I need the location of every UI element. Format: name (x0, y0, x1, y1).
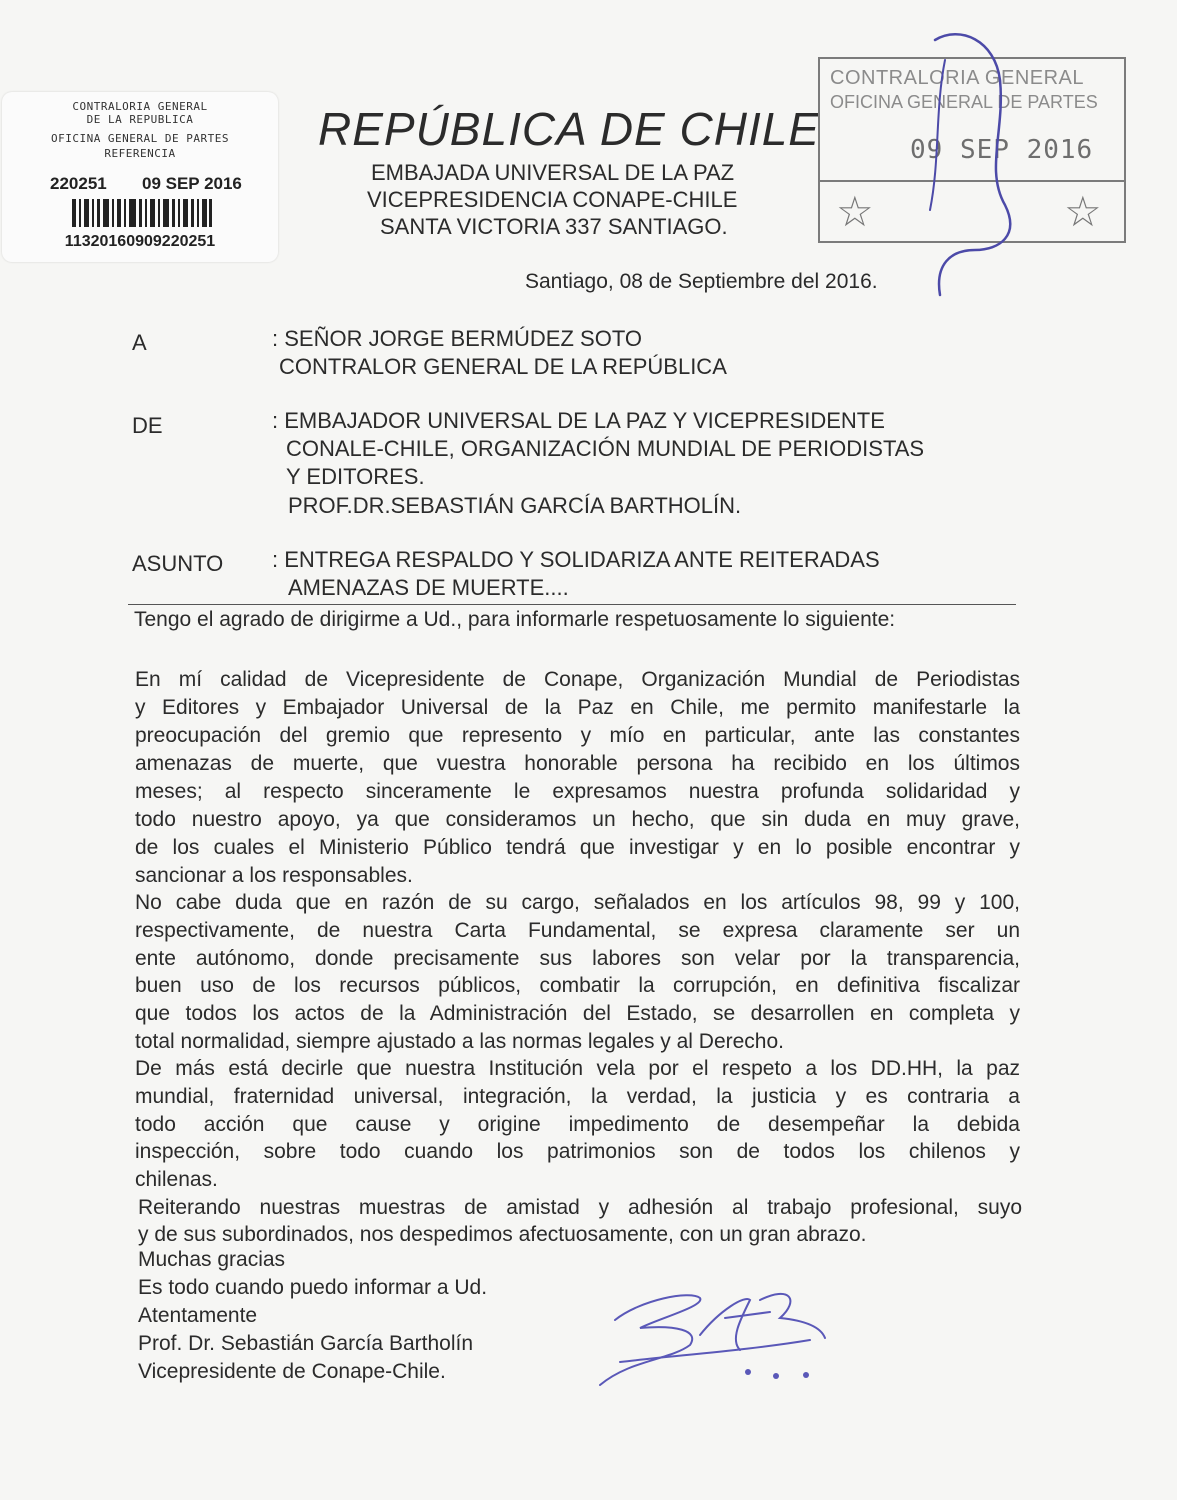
body-line: amenazas de muerte, que vuestra honorable persona ha recibido en los últimos (135, 752, 1020, 775)
barcode-number: 11320160909220251 (64, 233, 216, 250)
body-line: de los cuales el Ministerio Público tendrá que investigar y en lo posible encontrar y (135, 836, 1020, 859)
body-line: Reiterando nuestras muestras de amistad y adhesión al trabajo profesional, suyo (138, 1196, 1022, 1219)
stamp-flourish (930, 60, 945, 210)
field-value-a: CONTRALOR GENERAL DE LA REPÚBLICA (279, 354, 727, 379)
receipt-ref-date: 09 SEP 2016 (142, 174, 242, 193)
body-line: No cabe duda que en razón de su cargo, señalados en los artículos 98, 99 y 100, (135, 891, 1020, 914)
stamp-date: 09 SEP 2016 (910, 135, 1094, 165)
body-line: sancionar a los responsables. (135, 864, 413, 887)
signature (600, 1294, 825, 1385)
body-line: buen uso de los recursos públicos, combatir la corrupción, en definitiva fiscalizar (135, 974, 1020, 997)
letterhead-line: EMBAJADA UNIVERSAL DE LA PAZ (371, 160, 735, 185)
body-line: meses; al respecto sinceramente le expresamos nuestra profunda solidaridad y (135, 780, 1020, 803)
closing-line: Es todo cuando puedo informar a Ud. (138, 1276, 488, 1299)
signatory-name: Prof. Dr. Sebastián García Bartholín (138, 1332, 473, 1355)
star-icon: ☆ (836, 188, 874, 235)
body-line: En mí calidad de Vicepresidente de Conape, Organización Mundial de Periodistas (135, 668, 1020, 691)
receipt-label-line: OFICINA GENERAL DE PARTES (50, 132, 230, 145)
field-value-asunto: AMENAZAS DE MUERTE.... (288, 575, 569, 600)
field-value-de: Y EDITORES. (286, 464, 425, 489)
body-line: respectivamente, de nuestra Carta Fundamental, se expresa claramente ser un (135, 919, 1020, 942)
body-line: preocupación del gremio que represento y mío en particular, ante las constantes (135, 724, 1020, 747)
stamp-flourish (935, 34, 1010, 295)
receipt-label-line: CONTRALORIA GENERAL (72, 100, 208, 113)
receipt-label-line: REFERENCIA (104, 147, 176, 160)
field-value-a: : SEÑOR JORGE BERMÚDEZ SOTO (272, 326, 642, 351)
letter-date: Santiago, 08 de Septiembre del 2016. (525, 270, 878, 293)
field-value-de: : EMBAJADOR UNIVERSAL DE LA PAZ Y VICEPRESIDENTE (272, 408, 885, 433)
letterhead-title: REPÚBLICA DE CHILE (318, 103, 820, 155)
field-label-de: DE (132, 413, 163, 438)
field-value-de: PROF.DR.SEBASTIÁN GARCÍA BARTHOLÍN. (288, 493, 742, 518)
body-line: todo nuestro apoyo, ya que consideramos un hecho, que sin duda en muy grave, (135, 808, 1020, 831)
signature-dots (745, 1369, 809, 1379)
body-line: mundial, fraternidad universal, integración, la verdad, la justicia y es contraria a (135, 1085, 1020, 1108)
receipt-label-line: DE LA REPUBLICA (86, 113, 194, 126)
field-label-a: A (132, 330, 147, 355)
body-line: inspección, sobre todo cuando los patrimonios son de todos los chilenos y (135, 1140, 1020, 1163)
stamp-line: CONTRALORIA GENERAL (830, 67, 1085, 89)
receipt-ref-number: 220251 (50, 174, 107, 193)
letterhead-line: SANTA VICTORIA 337 SANTIAGO. (380, 214, 728, 239)
star-icon: ☆ (1064, 188, 1102, 235)
closing-line: Atentamente (138, 1304, 258, 1327)
closing-line: Muchas gracias (138, 1248, 286, 1271)
field-value-de: CONALE-CHILE, ORGANIZACIÓN MUNDIAL DE PERIODISTAS (286, 436, 925, 461)
body-line: que todos los actos de la Administración del Estado, se desarrollen en completa y (135, 1002, 1020, 1025)
letterhead-line: VICEPRESIDENCIA CONAPE-CHILE (367, 187, 738, 212)
body-line: y Editores y Embajador Universal de la Paz en Chile, me permito manifestarle la (135, 696, 1020, 719)
body-line: chilenas. (135, 1168, 218, 1191)
field-label-asunto: ASUNTO (132, 551, 224, 576)
intro-line: Tengo el agrado de dirigirme a Ud., para informarle respetuosamente lo siguiente: (134, 608, 896, 631)
body-line: De más está decirle que nuestra Institución vela por el respeto a los DD.HH, la paz (135, 1057, 1020, 1080)
body-line: y de sus subordinados, nos despedimos afectuosamente, con un gran abrazo. (138, 1223, 867, 1246)
body-line: total normalidad, siempre ajustado a las normas legales y al Derecho. (135, 1030, 785, 1053)
signatory-title: Vicepresidente de Conape-Chile. (138, 1360, 446, 1383)
field-value-asunto: : ENTREGA RESPALDO Y SOLIDARIZA ANTE REITERADAS (272, 547, 880, 572)
body-line: ente autónomo, donde precisamente sus labores son velar por la transparencia, (135, 947, 1020, 970)
stamp-line: OFICINA GENERAL DE PARTES (830, 92, 1098, 112)
body-line: todo acción que cause y origine impedimento de desempeñar la debida (135, 1113, 1020, 1136)
